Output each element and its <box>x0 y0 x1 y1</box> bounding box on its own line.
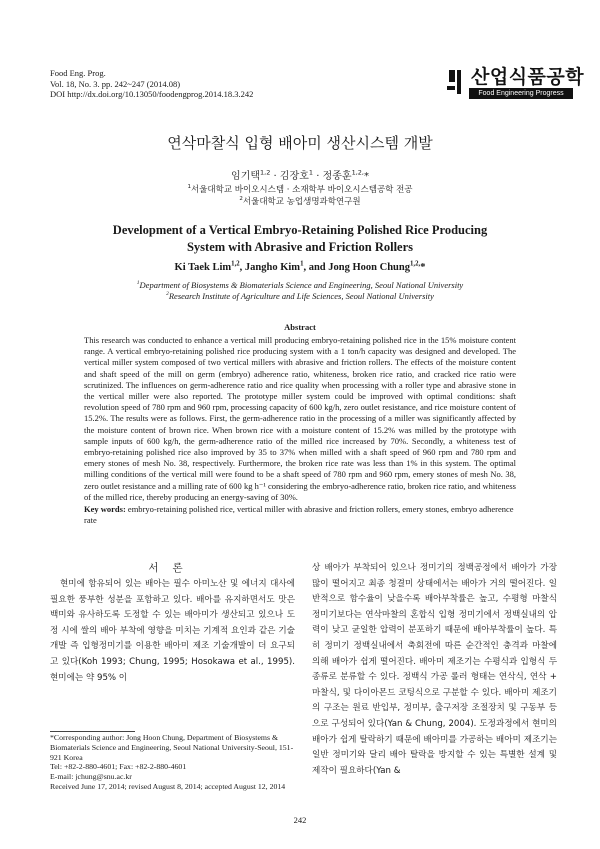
author-1-korean: 임기택 <box>231 171 261 182</box>
author-conjunction: , and <box>303 262 329 273</box>
keywords-text: embryo-retaining polished rice, vertical miller with abrasive and friction rollers, emery stones, embryo adherence rate <box>84 504 514 526</box>
affiliation-korean-1-sup: 1 <box>187 184 191 191</box>
body-left-column <box>50 577 295 686</box>
body-right-column <box>312 561 557 779</box>
journal-logo-mark-icon <box>445 66 465 98</box>
corresponding-star-english: * <box>420 262 426 273</box>
affiliations-korean <box>0 184 600 208</box>
affiliation-korean-2 <box>0 196 600 208</box>
author-2-korean-sup: 1 <box>308 168 314 177</box>
section-heading-introduction: 서론 <box>148 562 197 574</box>
journal-logo-korean: 산업식품공학 <box>471 66 585 88</box>
affiliation-english-2-text: Research Institute of Agriculture and Life Sciences, Seoul National University <box>168 291 434 301</box>
affiliation-english-2 <box>0 291 600 302</box>
author-2-korean: 김장호 <box>279 171 309 182</box>
title-korean: 연삭마찰식 입형 배아미 생산시스템 개발 <box>167 134 433 152</box>
author-1-korean-sup: 1,2 <box>260 168 271 177</box>
author-2-english-sup: 1 <box>300 260 304 268</box>
author-separator: · <box>313 171 323 182</box>
author-separator: · <box>270 171 280 182</box>
author-1-english-sup: 1,2 <box>231 260 240 268</box>
affiliation-korean-1 <box>0 184 600 196</box>
page-number: 242 <box>293 815 307 825</box>
abstract-body: This research was conducted to enhance a vertical mill producing embryo-retaining polished rice in the 15% moisture content range. A vertical embryo-retaining polished rice producing system with a 1 ton/h capacity was designed and developed. The vertical miller system composed of two vertical millers with abrasive and friction rollers. The effects of the moisture content and shaft speed of the mill on germ (embryo) adherence ratio, whiteness, broken rice ratio, and cracked rice ratio were scrutinized. The influences on germ-adherence ratio and rice quality when processing with a roller type and abrasive stone in the vertical miller were also reported. The prototype miller system could be improved with optimal conditions: shaft revolution speed of 780 rpm and 960 rpm, processing capacity of 600 kg/h, zero outlet resistance, and rice moisture content of 15.2%. The results were as follows. First, the germ-adherence ratio in the processing of a miller was significantly affected by the moisture content of brown rice. When brown rice with a moisture content of 15.2% was milled by the prototype with sample inputs of 600 kg/h, the germ-adherence ratio of the milled rice increased by 70%. Secondly, a whiteness test of embryo-retaining polished rice also improved by 35 to 37% when milled with a shaft speed of 960 rpm and 780 rpm and emery stones of mesh No. 38, respectively. Furthermore, the broken rice rate was less than 1% in this system. The optimal milling conditions of the vertical mill were found to be a shaft speed of 780 rpm and 960 rpm, emery stones of mesh No. 38, zero outlet resistance and a milling rate of 600 kg h⁻¹ considering the embryo-adherence ratio, broken rice ratio, and whiteness of the milled rice, thereby producing an energy-saving of 30%. <box>84 335 516 502</box>
authors-english: Ki Taek Lim$^{1,2}$, Jangho Kim$^1$, and Jong Hoon Chung$^{1,2,}$* <box>174 260 426 273</box>
footnote-tel-fax: Tel: +82-2-880-4601; Fax: +82-2-880-4601 <box>50 762 187 772</box>
journal-doi[interactable]: DOI http://dx.doi.org/10.13050/foodengprog.2014.18.3.242 <box>50 89 254 99</box>
author-3-english: Jong Hoon Chung <box>328 262 410 273</box>
footnote <box>50 733 295 792</box>
author-3-english-sup: 1,2, <box>409 260 421 268</box>
journal-meta <box>50 68 253 100</box>
affiliation-english-1-sup: 1 <box>136 280 140 287</box>
body-left-paragraph: 현미에 함유되어 있는 배아는 필수 아미노산 및 에너지 대사에 필요한 풍부한 성분을 포함하고 있다. 배아를 유지하면서도 맛은 백미와 유사하도록 도정할 수 있는 배아미가 생산되고 있으나 도정 시에 쌀의 배아 부착에 영향을 미치는 기계적 요인과 같은 기술개발 즉 입형정미기를 이용한 배아미 제조 기술개발이 더 요구되고 있다(Koh 1993; Chung, 1995; Hosokawa et al., 1995). 현미에는 약 95% 이 <box>50 579 295 683</box>
title-english-line-2: System with Abrasive and Friction Rollers <box>186 240 414 254</box>
author-1-english: Ki Taek Lim <box>174 262 232 273</box>
affiliations-english <box>0 280 600 302</box>
footnote-email[interactable]: E-mail: jchung@snu.ac.kr <box>50 772 132 782</box>
keywords-label: Key words: <box>84 504 126 514</box>
journal-name: Food Eng. Prog. <box>50 68 106 78</box>
author-3-korean: 정종훈 <box>322 171 352 182</box>
title-english-line-1: Development of a Vertical Embryo-Retaining Polished Rice Producing <box>112 223 488 237</box>
body-right-paragraph: 상 배아가 부착되어 있으나 정미기의 정백공정에서 배아가 가장 많이 떨어지고 최종 청결미 상태에서는 배아가 거의 떨어진다. 일반적으로 함수율이 낮을수록 배아부착률은 높고, 수평형 마찰식 정미기보다는 연삭마찰의 혼합식 입형 정미기에서 정백실내의 압력이 낮고 균일한 압력이 분포하기 때문에 배아부착률이 높다. 특히 정미기 정백실내에서 축회전에 따른 순간적인 충격과 마찰에 의해 배아가 쉽게 떨어진다. 배아미 제조기는 수평식과 입형식 두 종류로 분류할 수 있다. 정백식 가공 롤러 형태는 연삭식, 연삭 + 마찰식, 및 다이아몬드 코팅식으로 구분할 수 있다. 배아미 제조기의 구조는 원료 반입부, 정미부, 출구저장 조절장치 및 구동부 등으로 구성되어 있다(Yan & Chung, 2004). 도정과정에서 현미의 배아가 쉽게 탈락하기 때문에 배아미를 가공하는 배아미 제조기는 일반 정미기와 달리 배아 탈락을 방지할 수 있는 특별한 설계 및 제작이 필요하다(Yan & <box>312 563 557 776</box>
footnote-received: Received June 17, 2014; revised August 8, 2014; accepted August 12, 2014 <box>50 781 286 791</box>
affiliation-korean-2-text: 서울대학교 농업생명과학연구원 <box>242 197 361 207</box>
affiliation-korean-2-sup: 2 <box>239 196 243 203</box>
affiliation-english-1 <box>0 280 600 291</box>
footnote-rule <box>50 731 135 732</box>
footnote-corresponding: *Corresponding author: Jong Hoon Chung, Department of Biosystems & Biomaterials Science and Engineering, Seoul National University-Seoul, 151-921 Korea <box>50 733 294 762</box>
corresponding-star: * <box>363 171 369 182</box>
author-2-english: Jangho Kim <box>244 262 301 273</box>
affiliation-korean-1-text: 서울대학교 바이오시스템 · 소재학부 바이오시스템공학 전공 <box>191 185 413 195</box>
journal-logo-english: Food Engineering Progress <box>469 88 573 99</box>
author-3-korean-sup: 1,2, <box>351 168 364 177</box>
title-english <box>60 222 540 256</box>
affiliation-english-1-text: Department of Biosystems & Biomaterials Science and Engineering, Seoul National University <box>139 280 464 290</box>
abstract-heading: Abstract <box>284 322 316 332</box>
journal-logo <box>445 64 585 104</box>
authors-korean <box>0 167 600 182</box>
keywords <box>84 504 516 526</box>
affiliation-english-2-sup: 2 <box>166 291 169 298</box>
journal-volume: Vol. 18, No. 3. pp. 242~247 (2014.08) <box>50 78 181 89</box>
